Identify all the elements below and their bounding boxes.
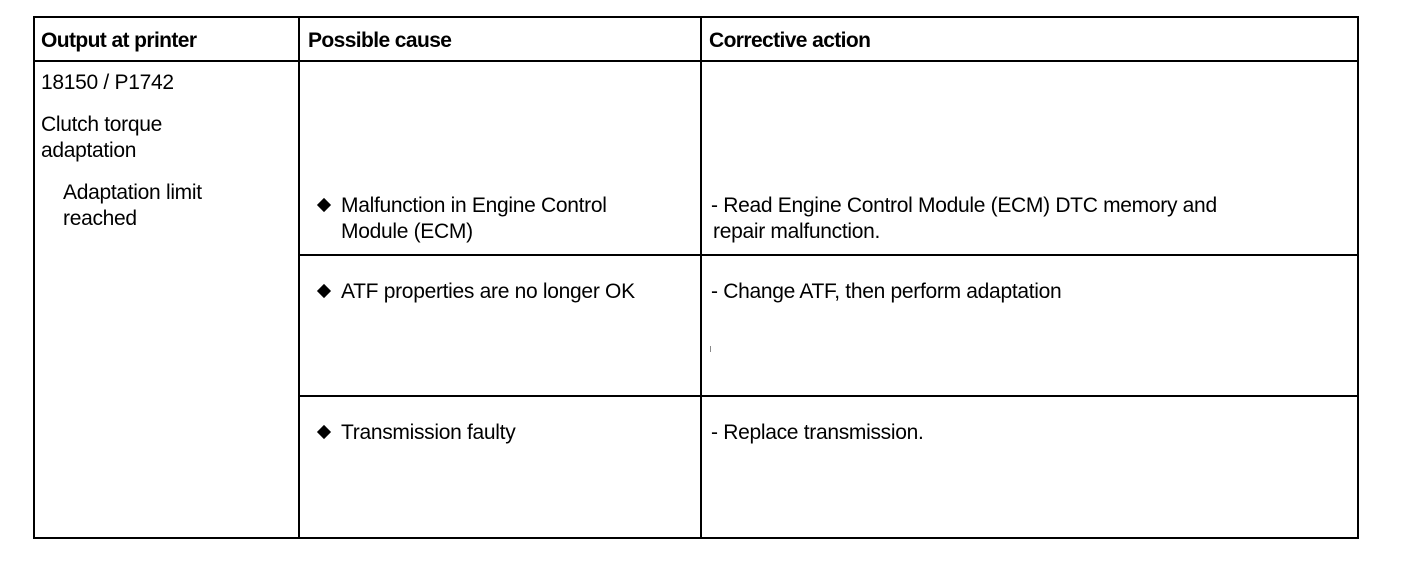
action-row1-line2: repair malfunction. <box>713 220 881 243</box>
output-detail-line2: reached <box>63 207 137 230</box>
row-divider-2 <box>298 395 1357 397</box>
header-divider <box>35 60 1357 62</box>
cause-row2-line1: ATF properties are no longer OK <box>341 280 635 303</box>
action-row1-line1: - Read Engine Control Module (ECM) DTC memory and <box>711 194 1217 217</box>
stray-mark <box>710 346 711 352</box>
cause-row3-line1: Transmission faulty <box>341 421 516 444</box>
diamond-bullet-icon <box>317 284 331 298</box>
output-detail-line1: Adaptation limit <box>63 181 202 204</box>
column-divider-1 <box>298 18 300 537</box>
diamond-bullet-icon <box>317 425 331 439</box>
action-row3-line1: - Replace transmission. <box>711 421 924 444</box>
header-action: Corrective action <box>709 29 871 52</box>
row-divider-1 <box>298 254 1357 256</box>
output-code: 18150 / P1742 <box>41 71 174 94</box>
header-cause: Possible cause <box>308 29 452 52</box>
action-row2-line1: - Change ATF, then perform adaptation <box>711 280 1062 303</box>
output-title-line2: adaptation <box>41 139 137 162</box>
diamond-bullet-icon <box>317 198 331 212</box>
diagnostic-table <box>33 16 1359 539</box>
header-output: Output at printer <box>41 29 197 52</box>
cause-row1-line1: Malfunction in Engine Control <box>341 194 607 217</box>
output-title-line1: Clutch torque <box>41 113 163 136</box>
column-divider-2 <box>700 18 702 537</box>
cause-row1-line2: Module (ECM) <box>341 220 473 243</box>
